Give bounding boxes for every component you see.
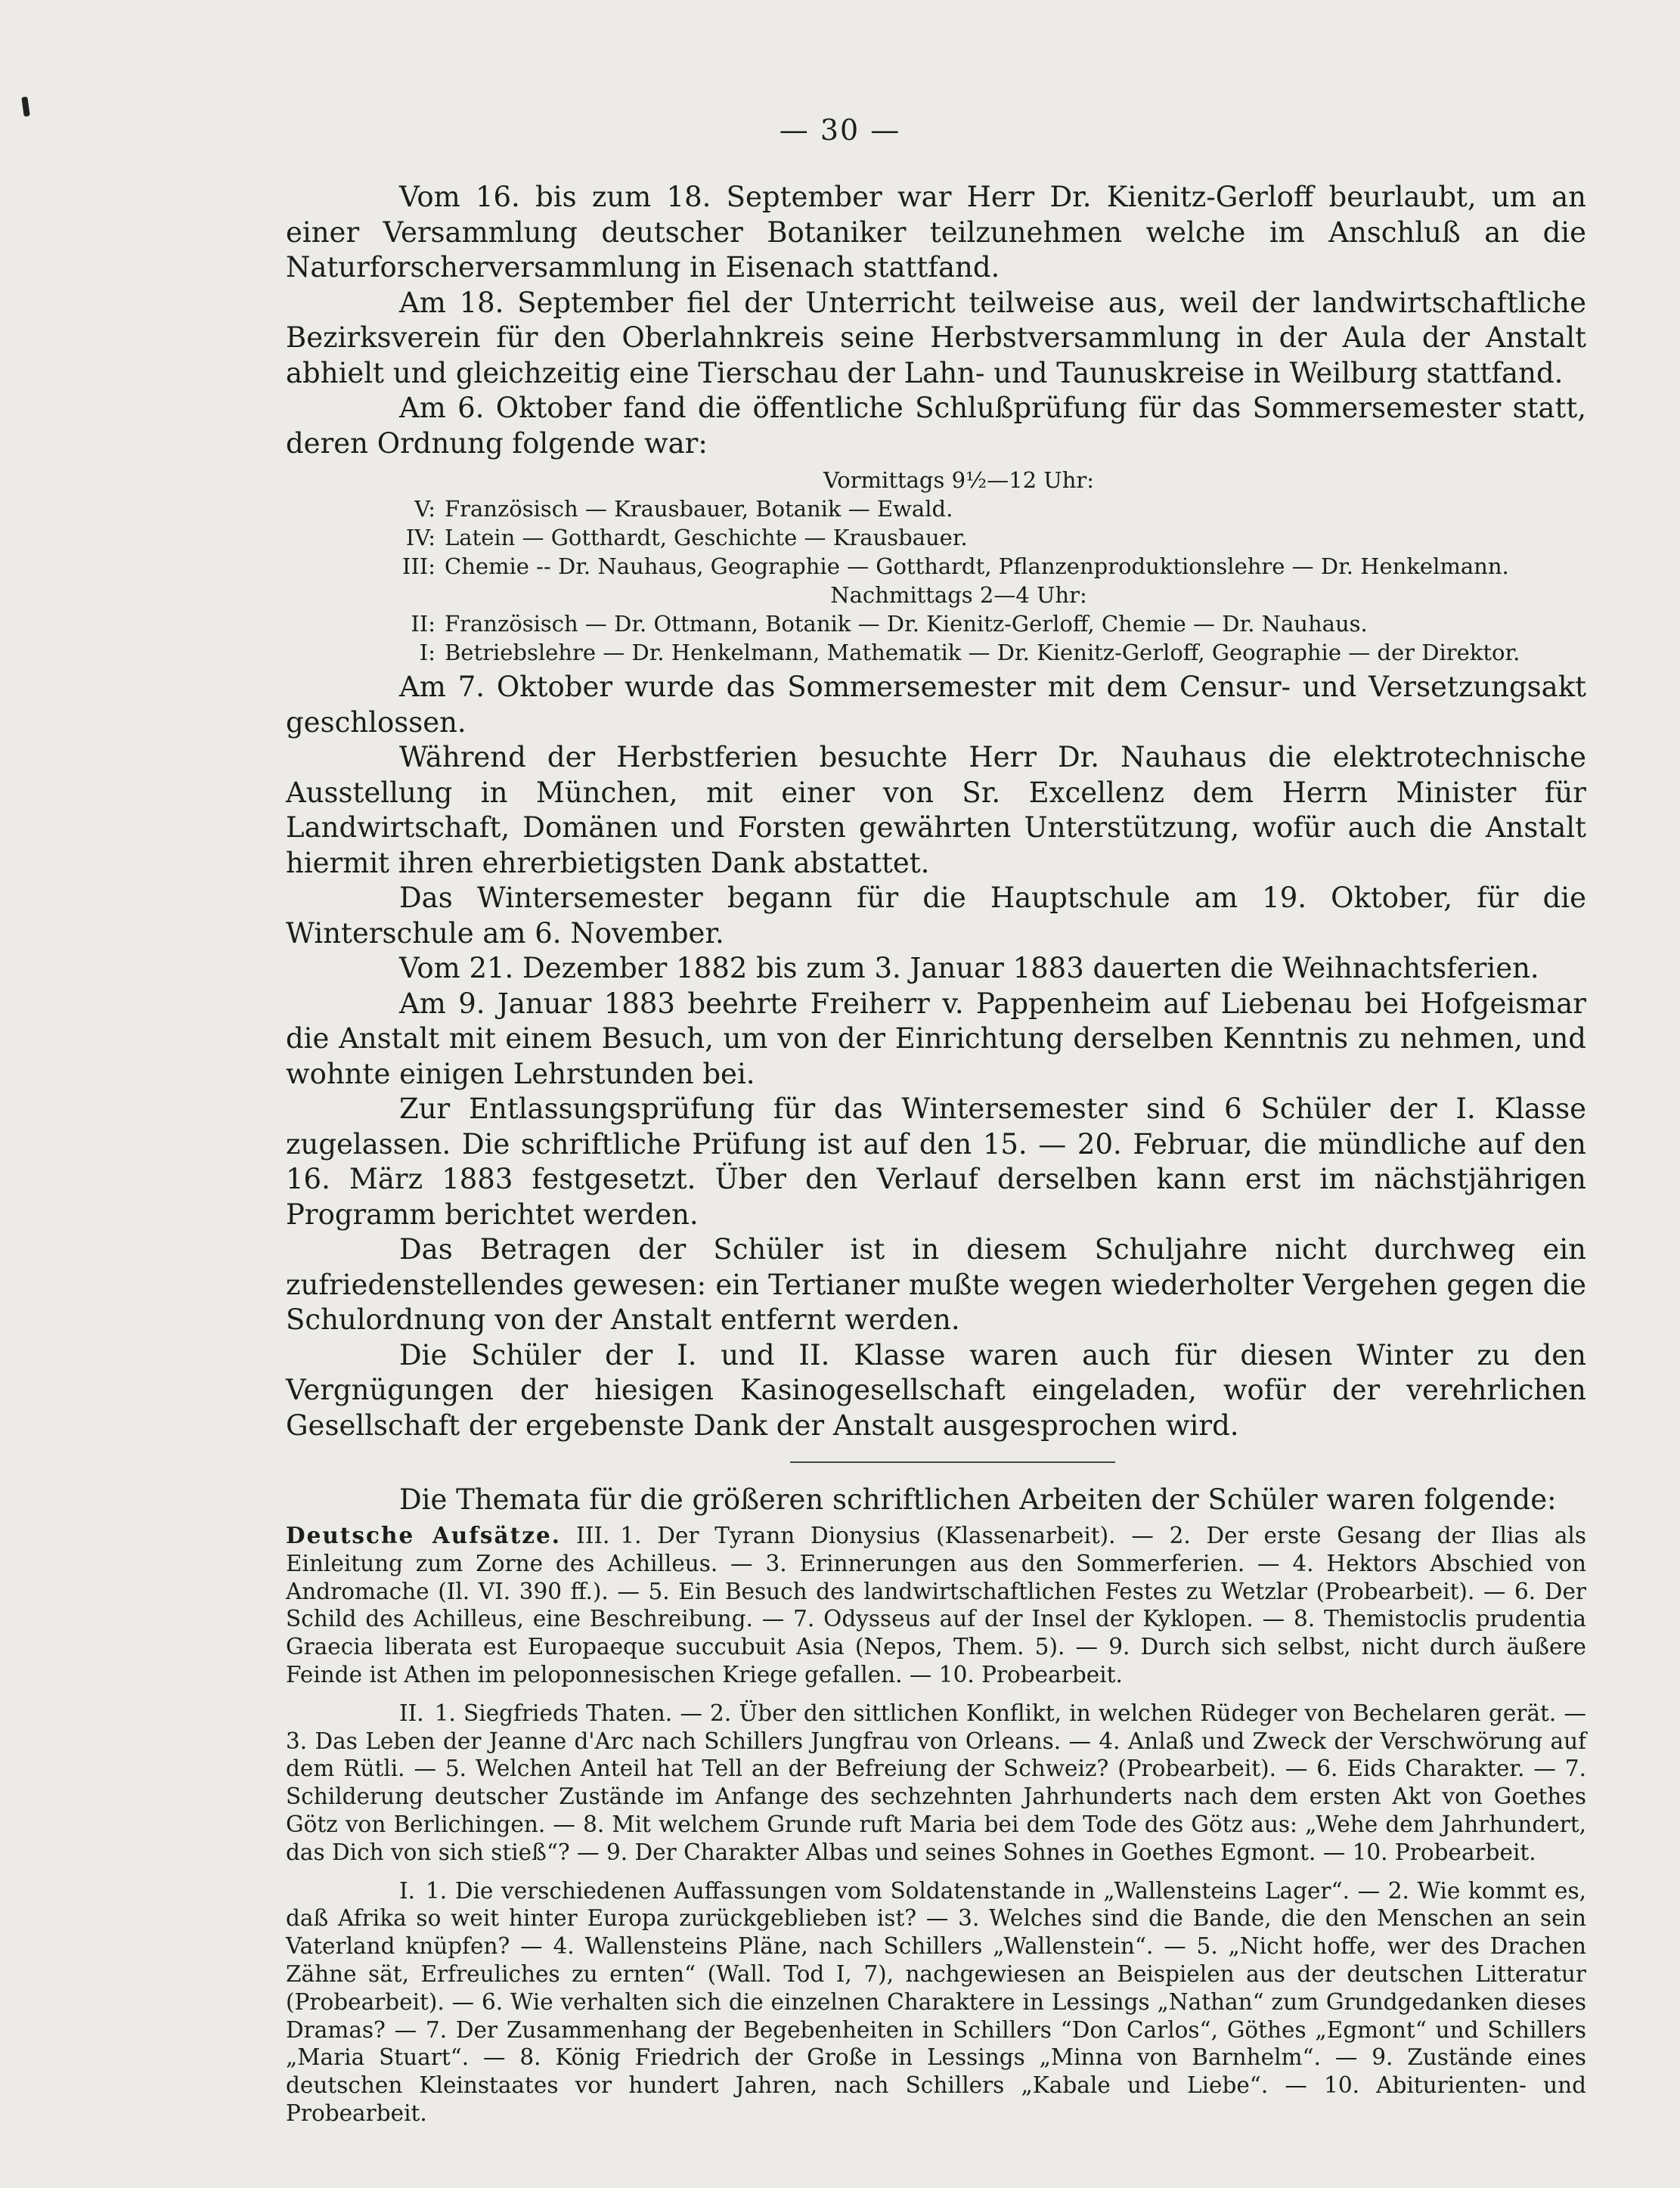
section-title: Deutsche Aufsätze.	[286, 1522, 562, 1548]
schedule-subjects: Latein — Gotthardt, Geschichte — Krausbauer.	[445, 525, 968, 550]
schedule-class-label: III:	[401, 553, 435, 579]
paragraph: Das Wintersemester begann für die Hauptschule am 19. Oktober, für die Winterschule am 6. November.	[286, 882, 1586, 950]
class-themes-text: 1. Der Tyrann Dionysius (Klassenarbeit). — 2. Der erste Gesang der Ilias als Einleitung zum Zorne des Achilleus. — 3. Erinnerungen aus den Sommerferien. — 4. Hektors Abschied von Andromache (Il. VI. 390 ff.). — 5. Ein Besuch des landwirtschaftlichen Festes zu Wetzlar (Probearbeit). — 6. Der Schild des Achilleus, eine Beschreibung. — 7. Odysseus auf der Insel der Kyklopen. — 8. Themistoclis prudentia Graecia liberata est Europaeque succubuit Asia (Nepos, Them. 5). — 9. Durch sich selbst, nicht durch äußere Feinde ist Athen im peloponnesischen Kriege gefallen. — 10. Probearbeit.	[286, 1523, 1586, 1687]
page-number: — 30 —	[779, 113, 901, 147]
class-label: II.	[399, 1700, 424, 1726]
schedule-subjects: Französisch — Dr. Ottmann, Botanik — Dr. Kienitz-Gerloff, Chemie — Dr. Nauhaus.	[445, 611, 1368, 637]
paragraph: Das Betragen der Schüler ist in diesem Schuljahre nicht durchweg ein zufriedenstellendes gewesen: ein Tertianer mußte wegen wiederholter Vergehen gegen die Schulordnung von der Anstalt entfernt werden.	[286, 1233, 1586, 1336]
themes-intro: Die Themata für die größeren schriftlichen Arbeiten der Schüler waren folgende:	[399, 1483, 1557, 1516]
themes-class-ii	[286, 1700, 1586, 1867]
paragraph: Am 6. Oktober fand die öffentliche Schlußprüfung für das Sommersemester statt, deren Ordnung folgende war:	[286, 392, 1586, 460]
paragraph: Während der Herbstferien besuchte Herr Dr. Nauhaus die elektrotechnische Ausstellung in München, mit einer von Sr. Excellenz dem Herrn Minister für Landwirtschaft, Domänen und Forsten gewährten Unterstützung, wofür auch die Anstalt hiermit ihren ehrerbietigsten Dank abstattet.	[286, 741, 1586, 879]
schedule-subjects: Chemie -- Dr. Nauhaus, Geographie — Gotthardt, Pflanzenproduktionslehre — Dr. Henkelmann.	[445, 553, 1509, 579]
section-divider	[790, 1461, 1115, 1463]
themes-class-iii	[286, 1522, 1586, 1689]
document-body	[286, 180, 1586, 2128]
schedule-row	[286, 494, 1586, 523]
themes-class-i	[286, 1877, 1586, 2128]
schedule-class-label: IV:	[405, 525, 435, 550]
exam-schedule	[286, 466, 1586, 667]
class-label: I.	[399, 1877, 416, 1904]
schedule-subjects: Französisch — Krausbauer, Botanik — Ewald.	[445, 496, 953, 522]
class-themes-text: 1. Die verschiedenen Auffassungen vom Soldatenstande in „Wallensteins Lager“. — 2. Wie kommt es, daß Afrika so weit hinter Europa zurückgeblieben ist? — 3. Welches sind die Bande, die den Menschen an sein Vaterland knüpfen? — 4. Wallensteins Pläne, nach Schillers „Wallenstein“. — 5. „Nicht hoffe, wer des Drachen Zähne sät, Erfreuliches zu ernten“ (Wall. Tod I, 7), nachgewiesen an Beispielen aus der deutschen Litteratur (Probearbeit). — 6. Wie verhalten sich die einzelnen Charaktere in Lessings „Nathan“ zum Grundgedanken dieses Dramas? — 7. Der Zusammenhang der Begebenheiten in Schillers “Don Carlos“, Göthes „Egmont“ und Schillers „Maria Stuart“. — 8. König Friedrich der Große in Lessings „Minna von Barnhelm“. — 9. Zustände eines deutschen Kleinstaates vor hundert Jahren, nach Schillers „Kabale und Liebe“. — 10. Abiturienten- und Probearbeit.	[286, 1877, 1586, 2126]
paragraph: Am 9. Januar 1883 beehrte Freiherr v. Pappenheim auf Liebenau bei Hofgeismar die Anstalt mit einem Besuch, um von der Einrichtung derselben Kenntnis zu nehmen, und wohnte einigen Lehrstunden bei.	[286, 987, 1586, 1090]
paragraph: Vom 21. Dezember 1882 bis zum 3. Januar 1883 dauerten die Weihnachtsferien.	[399, 952, 1539, 984]
schedule-row	[286, 638, 1586, 667]
paragraph: Vom 16. bis zum 18. September war Herr Dr. Kienitz-Gerloff beurlaubt, um an einer Versammlung deutscher Botaniker teilzunehmen welche im Anschluß an die Naturforscherversammlung in Eisenach stattfand.	[286, 181, 1586, 284]
schedule-subjects: Betriebslehre — Dr. Henkelmann, Mathematik — Dr. Kienitz-Gerloff, Geographie — der Direktor.	[445, 640, 1520, 665]
schedule-morning-heading: Vormittags 9½—12 Uhr:	[823, 467, 1095, 493]
paragraph: Die Schüler der I. und II. Klasse waren auch für diesen Winter zu den Vergnügungen der hiesigen Kasinogesellschaft eingeladen, wofür der verehrlichen Gesellschaft der ergebenste Dank der Anstalt ausgesprochen wird.	[286, 1338, 1586, 1442]
schedule-class-label: I:	[419, 640, 435, 665]
class-themes-text: 1. Siegfrieds Thaten. — 2. Über den sittlichen Konflikt, in welchen Rüdeger von Bechelaren gerät. — 3. Das Leben der Jeanne d'Arc nach Schillers Jungfrau von Orleans. — 4. Anlaß und Zweck der Verschwörung auf dem Rütli. — 5. Welchen Anteil hat Tell an der Befreiung der Schweiz? (Probearbeit). — 6. Eids Charakter. — 7. Schilderung deutscher Zustände im Anfange des sechzehnten Jahrhunderts nach dem ersten Akt von Goethes Götz von Berlichingen. — 8. Mit welchem Grunde ruft Maria bei dem Tode des Götz aus: „Wehe dem Jahrhundert, das Dich von sich stieß“? — 9. Der Charakter Albas und seines Sohnes in Goethes Egmont. — 10. Probearbeit.	[286, 1700, 1586, 1865]
schedule-row	[286, 523, 1586, 552]
class-label: III.	[576, 1523, 610, 1548]
schedule-class-label: II:	[411, 611, 435, 637]
schedule-row	[286, 609, 1586, 638]
paragraph: Am 7. Oktober wurde das Sommersemester mit dem Censur- und Versetzungsakt geschlossen.	[286, 671, 1586, 739]
schedule-class-label: V:	[414, 496, 435, 522]
schedule-afternoon-heading: Nachmittags 2—4 Uhr:	[830, 582, 1087, 608]
paragraph: Am 18. September fiel der Unterricht teilweise aus, weil der landwirtschaftliche Bezirksverein für den Oberlahnkreis seine Herbstversammlung in der Aula der Anstalt abhielt und gleichzeitig eine Tierschau der Lahn- und Taunuskreise in Weilburg stattfand.	[286, 286, 1586, 389]
paragraph: Zur Entlassungsprüfung für das Wintersemester sind 6 Schüler der I. Klasse zugelassen. Die schriftliche Prüfung ist auf den 15. — 20. Februar, die mündliche auf den 16. März 1883 festgesetzt. Über den Verlauf derselben kann erst im nächstjährigen Programm berichtet werden.	[286, 1092, 1586, 1231]
schedule-row	[286, 552, 1586, 581]
